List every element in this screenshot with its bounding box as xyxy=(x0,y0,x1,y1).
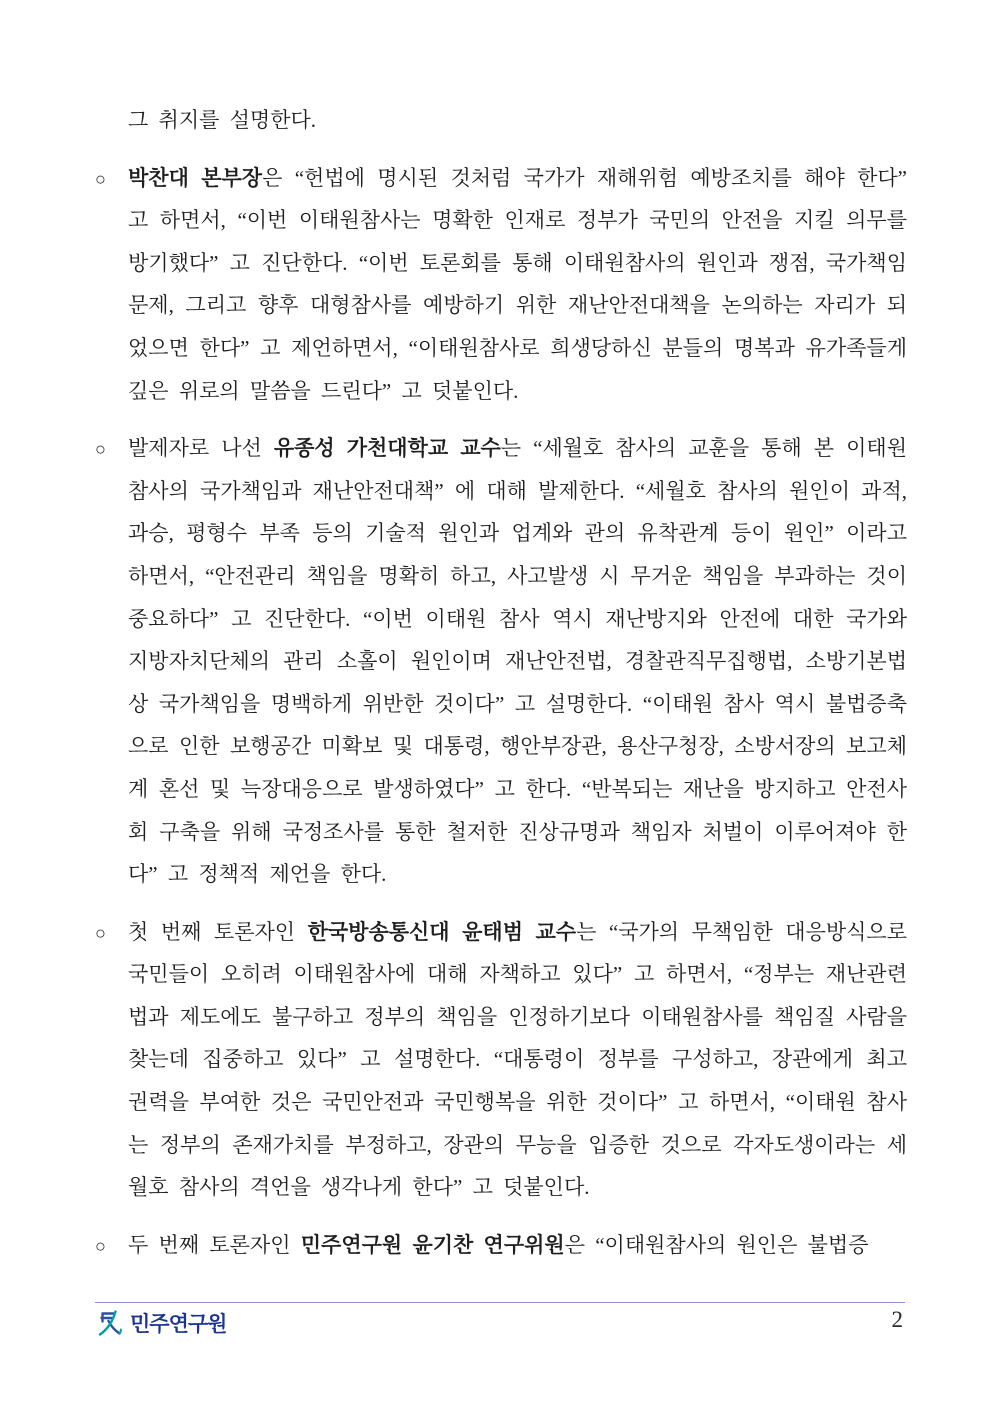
bullet-marker: ○ xyxy=(95,439,106,460)
paragraph xyxy=(95,99,907,142)
text-segment: 첫 번째 토론자인 xyxy=(128,919,308,944)
speaker-name: 한국방송통신대 윤태범 교수 xyxy=(307,919,577,944)
footer-brand xyxy=(98,1308,226,1338)
footer-divider xyxy=(95,1302,905,1303)
page-number: 2 xyxy=(891,1307,903,1332)
org-name: 민주연구원 xyxy=(130,1313,227,1336)
text-segment: 는 “국가의 무책임한 대응방식으로 국민들이 오히려 이태원참사에 대해 자책하고 있다” 고 하면서, “정부는 재난관련 법과 제도에도 불구하고 정부의 책임을 인정하기보다 이태원참사를 책임질 사람을 찾는데 집중하고 있다” 고 설명한다. “대통령이 정부를 구성하고, 장관에게 최고 권력을 부여한 것은 국민안전과 국민행복을 위한 것이다” 고 하면서, “이태원 참사는 정부의 존재가치를 부정하고, 장관의 무능을 입증한 것으로 각자도생이라는 세월호 참사의 격언을 생각나게 한다” 고 덧붙인다. xyxy=(128,919,918,1200)
bullet-marker: ○ xyxy=(95,168,106,189)
bullet-marker: ○ xyxy=(95,922,106,943)
speaker-name: 유종성 가천대학교 교수 xyxy=(273,436,501,461)
text-segment: 발제자로 나선 xyxy=(128,436,274,461)
text-segment: 두 번째 토론자인 xyxy=(128,1232,301,1257)
speaker-name: 민주연구원 윤기찬 연구위원 xyxy=(300,1232,565,1257)
bullet-marker: ○ xyxy=(95,1235,106,1256)
text-segment: 은 “헌법에 명시된 것처럼 국가가 재해위험 예방조치를 해야 한다” 고 하면서, “이번 이태원참사는 명확한 인재로 정부가 국민의 안전을 지킬 의무를 방기했다” 고 진단한다. “이번 토론회를 통해 이태원참사의 원인과 쟁점, 국가책임 문제, 그리고 향후 대형참사를 예방하기 위한 재난안전대책을 논의하는 자리가 되었으면 한다” 고 제언하면서, “이태원참사로 희생당하신 분들의 명복과 유가족들게 깊은 위로의 말씀을 드린다” 고 덧붙인다. xyxy=(128,165,918,403)
paragraph xyxy=(95,1224,907,1267)
text-segment: 은 “이태원참사의 원인은 불법증 xyxy=(564,1232,869,1257)
paragraph xyxy=(95,911,918,1209)
paragraph xyxy=(95,427,918,896)
document-body xyxy=(95,99,918,1281)
org-logo-icon xyxy=(98,1310,122,1336)
paragraph xyxy=(95,157,918,413)
speaker-name: 박찬대 본부장 xyxy=(128,165,263,190)
text-segment: 그 취지를 설명한다. xyxy=(128,108,317,132)
text-segment: 는 “세월호 참사의 교훈을 통해 본 이태원참사의 국가책임과 재난안전대책” 에 대해 발제한다. “세월호 참사의 원인이 과적, 과승, 평형수 부족 등의 기술적 원인과 업계와 관의 유착관계 등이 원인” 이라고 하면서, “안전관리 책임을 명확히 하고, 사고발생 시 무거운 책임을 부과하는 것이 중요하다” 고 진단한다. “이번 이태원 참사 역시 재난방지와 안전에 대한 국가와 지방자치단체의 관리 소홀이 원인이며 재난안전법, 경찰관직무집행법, 소방기본법 상 국가책임을 명백하게 위반한 것이다” 고 설명한다. “이태원 참사 역시 불법증축으로 인한 보행공간 미확보 및 대통령, 행안부장관, 용산구청장, 소방서장의 보고체계 혼선 및 늑장대응으로 발생하였다” 고 한다. “반복되는 재난을 방지하고 안전사회 구축을 위해 국정조사를 통한 철저한 진상규명과 책임자 처벌이 이루어져야 한다” 고 정책적 제언을 한다. xyxy=(128,436,918,887)
paragraph-list xyxy=(95,99,918,1266)
